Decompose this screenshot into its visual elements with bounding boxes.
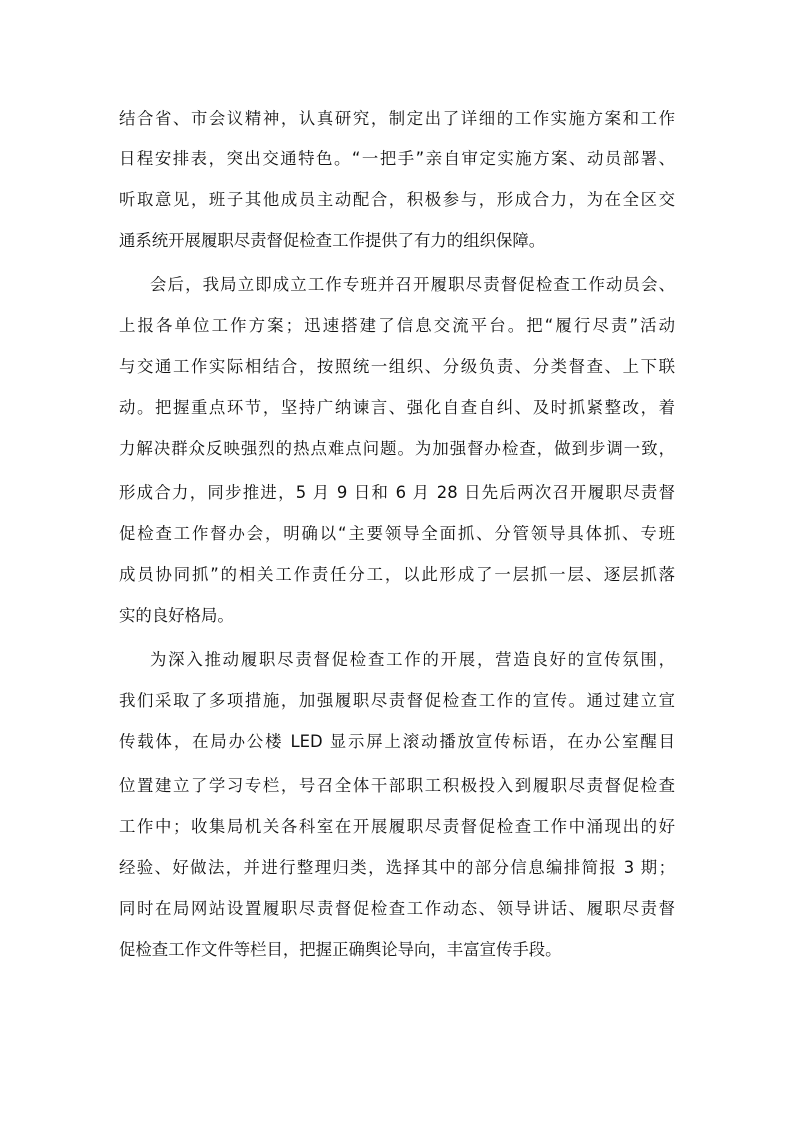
text-line: 会后，我局立即成立工作专班并召开履职尽责督促检查工作动员会、 [150, 275, 675, 294]
text-line: 与交通工作实际相结合，按照统一组织、分级负责、分类督查、上下联 [119, 357, 675, 376]
text-line: 位置建立了学习专栏，号召全体干部职工积极投入到履职尽责督促检查 [119, 776, 675, 795]
text-line: 听取意见，班子其他成员主动配合，积极参与，形成合力，为在全区交 [119, 190, 675, 209]
text-line: 动。把握重点环节，坚持广纳谏言、强化自查自纠、及时抓紧整改，着 [119, 398, 675, 417]
text-line: 我们采取了多项措施，加强履职尽责督促检查工作的宣传。通过建立宣 [119, 691, 675, 710]
text-line: 传载体，在局办公楼 LED 显示屏上滚动播放宣传标语，在办公室醒目 [119, 732, 675, 751]
text-line: 同时在局网站设置履职尽责督促检查工作动态、领导讲话、履职尽责督 [119, 899, 675, 918]
text-line: 促检查工作文件等栏目，把握正确舆论导向，丰富宣传手段。 [119, 940, 562, 959]
text-line: 促检查工作督办会，明确以“主要领导全面抓、分管领导具体抓、专班 [119, 524, 675, 543]
text-line: 实的良好格局。 [119, 606, 234, 625]
text-line: 通系统开展履职尽责督促检查工作提供了有力的组织保障。 [119, 231, 546, 250]
text-line: 形成合力，同步推进，5 月 9 日和 6 月 28 日先后两次召开履职尽责督 [119, 483, 675, 502]
text-line: 结合省、市会议精神，认真研究，制定出了详细的工作实施方案和工作 [119, 109, 675, 128]
text-line: 为深入推动履职尽责督促检查工作的开展，营造良好的宣传氛围， [150, 650, 675, 669]
text-line: 成员协同抓”的相关工作责任分工，以此形成了一层抓一层、逐层抓落 [119, 565, 675, 584]
text-line: 力解决群众反映强烈的热点难点问题。为加强督办检查，做到步调一致， [119, 439, 675, 458]
text-line: 上报各单位工作方案；迅速搭建了信息交流平台。把“履行尽责”活动 [119, 316, 675, 335]
text-line: 日程安排表，突出交通特色。“一把手”亲自审定实施方案、动员部署、 [119, 149, 675, 168]
text-line: 经验、好做法，并进行整理归类，选择其中的部分信息编排简报 3 期； [119, 858, 675, 877]
text-line: 工作中；收集局机关各科室在开展履职尽责督促检查工作中涌现出的好 [119, 817, 675, 836]
